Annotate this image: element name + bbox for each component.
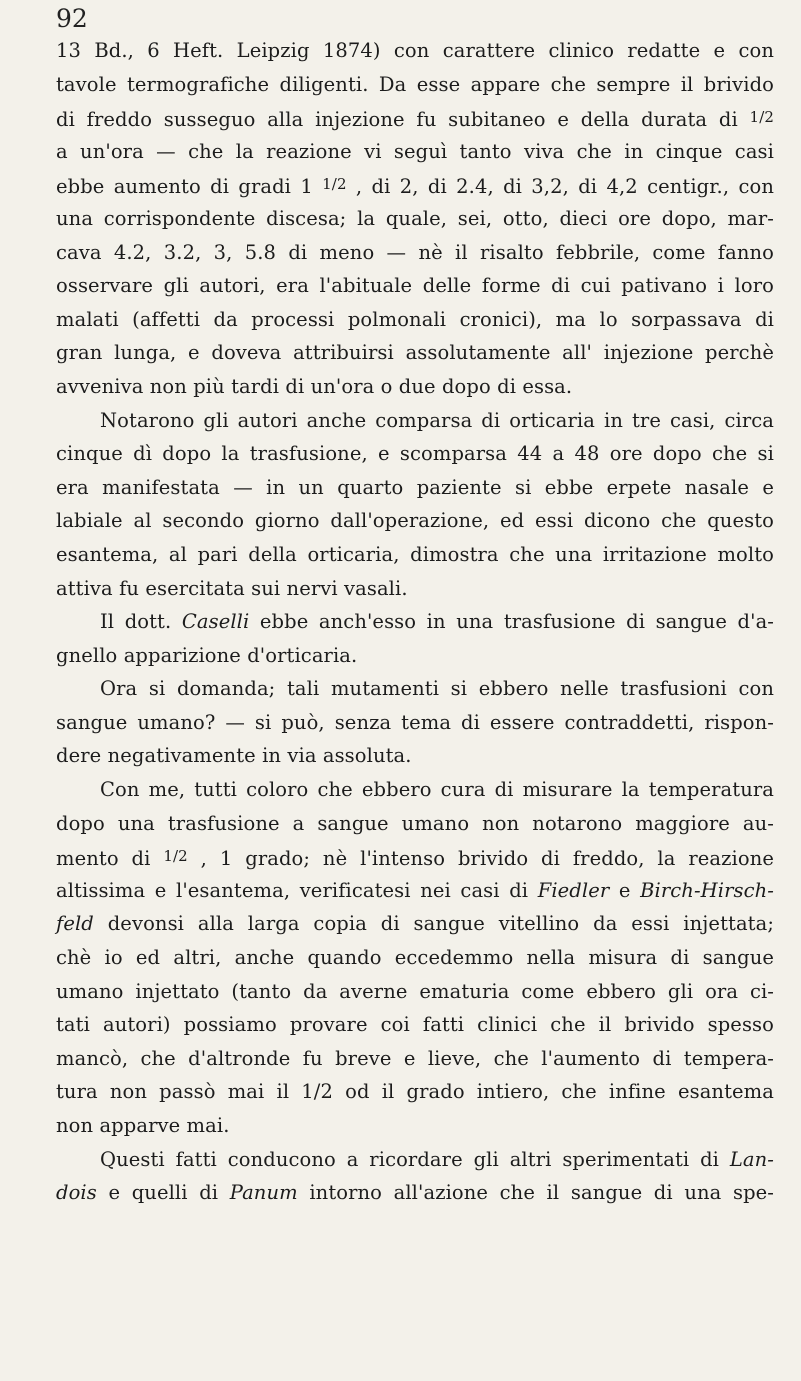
text-line bbox=[56, 504, 774, 538]
text-line bbox=[56, 706, 774, 740]
italic-name: Caselli bbox=[181, 610, 250, 634]
text-line bbox=[56, 404, 774, 438]
text-line bbox=[56, 1143, 774, 1177]
text-line bbox=[56, 336, 774, 370]
text-line bbox=[56, 773, 774, 807]
text-line bbox=[56, 1008, 774, 1042]
text-line bbox=[56, 572, 774, 606]
text-line bbox=[56, 807, 774, 841]
text-run: gran lunga, e doveva attribuirsi assolutamente all' injezione perchè bbox=[56, 341, 774, 365]
text-line bbox=[56, 269, 774, 303]
text-run: mancò, che d'altronde fu breve e lieve, che l'aumento di tempera- bbox=[56, 1046, 774, 1070]
text-run: Il dott. bbox=[100, 610, 182, 634]
text-run: esantema, al pari della orticaria, dimostra che una irritazione molto bbox=[56, 542, 774, 566]
text-run: 13 Bd., 6 Heft. Leipzig 1874) con carattere clinico redatte e con bbox=[56, 39, 774, 62]
italic-name: Panum bbox=[229, 1181, 298, 1205]
text-run: chè io ed altri, anche quando eccedemmo nella misura di sangue bbox=[56, 946, 774, 970]
text-run: a un'ora — che la reazione vi seguì tanto viva che in cinque casi bbox=[56, 139, 774, 163]
text-line bbox=[56, 874, 774, 908]
text-run: tati autori) possiamo provare coi fatti clinici che il brivido spesso bbox=[56, 1013, 774, 1037]
text-line bbox=[56, 437, 774, 471]
text-line bbox=[56, 1042, 774, 1076]
text-run: sangue umano? — si può, senza tema di essere contraddetti, rispon- bbox=[56, 710, 774, 734]
text-run: avveniva non più tardi di un'ora o due dopo di essa. bbox=[56, 374, 573, 398]
text-line bbox=[56, 1075, 774, 1109]
italic-name: Birch-Hirsch- bbox=[640, 878, 774, 902]
italic-name: Fiedler bbox=[537, 878, 610, 902]
text-run: attiva fu esercitata sui nervi vasali. bbox=[56, 576, 408, 600]
fraction: 1/2 bbox=[322, 175, 347, 194]
body-text bbox=[56, 34, 774, 1210]
text-line bbox=[56, 907, 774, 941]
text-line bbox=[56, 236, 774, 270]
text-line bbox=[56, 34, 774, 68]
text-run: , di 2, di 2.4, di 3,2, di 4,2 centigr., con bbox=[346, 175, 774, 199]
text-run: ebbe aumento di gradi 1 bbox=[56, 175, 323, 199]
text-run: ebbe anch'esso in una trasfusione di sangue d'a- bbox=[249, 610, 774, 634]
text-line bbox=[56, 605, 774, 639]
text-run: tura non passò mai il 1/2 od il grado intiero, che infine esantema bbox=[56, 1080, 774, 1104]
text-line bbox=[56, 370, 774, 404]
text-line bbox=[56, 135, 774, 169]
text-line bbox=[56, 168, 774, 202]
page-number: 92 bbox=[56, 4, 88, 33]
text-run: cava 4.2, 3.2, 3, 5.8 di meno — nè il risalto febbrile, come fanno bbox=[56, 240, 774, 264]
fraction: 1/2 bbox=[163, 847, 188, 866]
text-line bbox=[56, 538, 774, 572]
text-run: dere negativamente in via assoluta. bbox=[56, 744, 412, 768]
text-run: tavole termografiche diligenti. Da esse appare che sempre il brivido bbox=[56, 72, 774, 96]
text-line bbox=[56, 739, 774, 773]
text-run: , 1 grado; nè l'intenso brivido di freddo, la reazione bbox=[187, 847, 774, 871]
text-run: labiale al secondo giorno dall'operazione, ed essi dicono che questo bbox=[56, 509, 774, 533]
text-run: mento di bbox=[56, 847, 164, 871]
text-line bbox=[56, 672, 774, 706]
italic-name: feld bbox=[56, 912, 94, 936]
text-run: osservare gli autori, era l'abituale delle forme di cui pativano i loro bbox=[56, 274, 774, 298]
text-line bbox=[56, 68, 774, 102]
text-run: intorno all'azione che il sangue di una spe- bbox=[297, 1181, 774, 1205]
fraction: 1/2 bbox=[749, 108, 774, 127]
text-run: devonsi alla larga copia di sangue vitellino da essi injettata; bbox=[93, 912, 774, 936]
text-line bbox=[56, 840, 774, 874]
text-run: era manifestata — in un quarto paziente si ebbe erpete nasale e bbox=[56, 475, 774, 499]
text-run: Ora si domanda; tali mutamenti si ebbero nelle trasfusioni con bbox=[100, 677, 774, 701]
italic-name: Lan- bbox=[729, 1147, 774, 1171]
text-run: Questi fatti conducono a ricordare gli altri sperimentati di bbox=[100, 1147, 730, 1171]
italic-name: dois bbox=[56, 1181, 97, 1205]
text-line bbox=[56, 941, 774, 975]
text-run: di freddo susseguo alla injezione fu subitaneo e della durata di bbox=[56, 108, 750, 132]
text-line bbox=[56, 639, 774, 673]
text-line bbox=[56, 303, 774, 337]
text-run: gnello apparizione d'orticaria. bbox=[56, 643, 358, 667]
text-run: e bbox=[609, 878, 641, 902]
text-run: dopo una trasfusione a sangue umano non notarono maggiore au- bbox=[56, 811, 774, 835]
text-line bbox=[56, 1109, 774, 1143]
text-run: umano injettato (tanto da averne ematuria come ebbero gli ora ci- bbox=[56, 979, 774, 1003]
text-run: e quelli di bbox=[96, 1181, 230, 1205]
text-line bbox=[56, 101, 774, 135]
text-run: cinque dì dopo la trasfusione, e scomparsa 44 a 48 ore dopo che si bbox=[56, 442, 774, 466]
text-line bbox=[56, 975, 774, 1009]
text-line bbox=[56, 202, 774, 236]
text-line bbox=[56, 471, 774, 505]
text-run: Con me, tutti coloro che ebbero cura di misurare la temperatura bbox=[100, 778, 774, 802]
text-run: altissima e l'esantema, verificatesi nei casi di bbox=[56, 878, 538, 902]
text-run: una corrispondente discesa; la quale, sei, otto, dieci ore dopo, mar- bbox=[56, 206, 774, 230]
text-run: non apparve mai. bbox=[56, 1114, 230, 1137]
text-run: malati (affetti da processi polmonali cronici), ma lo sorpassava di bbox=[56, 307, 774, 331]
text-line bbox=[56, 1176, 774, 1210]
text-run: Notarono gli autori anche comparsa di orticaria in tre casi, circa bbox=[100, 408, 774, 432]
